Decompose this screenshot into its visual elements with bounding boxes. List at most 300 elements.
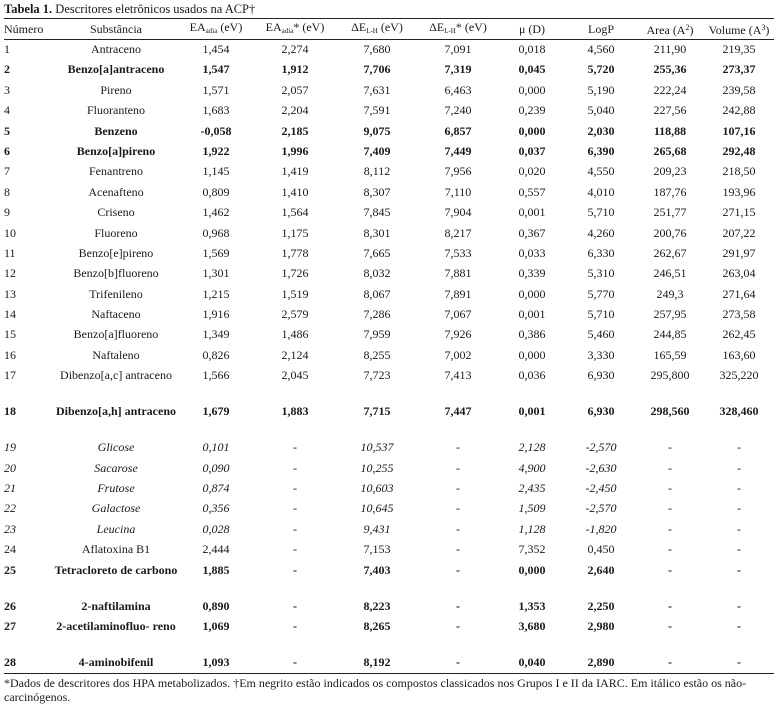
cell-mu: 0,000 (518, 123, 546, 138)
table-title (4, 1, 776, 18)
cell-mu: 2,435 (518, 481, 546, 496)
cell-ea: 1,885 (202, 562, 230, 577)
cell-ea-star: 1,912 (281, 62, 309, 77)
cell-ea: 1,462 (202, 205, 230, 220)
cell-volume: - (737, 618, 741, 633)
cell-ea: 1,547 (202, 62, 230, 77)
table-row (4, 499, 774, 519)
cell-delta-e-star: 7,533 (444, 245, 472, 260)
cell-substancia: Fluoranteno (87, 103, 145, 118)
cell-ea-star: - (293, 501, 297, 516)
cell-logp: 2,980 (587, 618, 615, 633)
table-row (4, 203, 774, 223)
cell-substancia: Tetracloreto de carbono (54, 562, 178, 577)
cell-delta-e-star: - (456, 481, 460, 496)
cell-delta-e-star: - (456, 618, 460, 633)
cell-numero: 28 (4, 653, 54, 674)
table-row (4, 183, 774, 203)
cell-ea-star: 1,778 (281, 245, 309, 260)
header-mu: μ (D) (498, 19, 566, 40)
header-area: Area $(A^2)$ (636, 19, 704, 40)
header-ea-star: $EA_{adia}*$ (eV) (254, 19, 336, 40)
table-title-label: Tabela 1. (4, 2, 53, 16)
cell-logp: 6,930 (587, 404, 615, 419)
cell-logp: 5,720 (587, 62, 615, 77)
cell-volume: - (737, 440, 741, 455)
cell-ea-star: 2,204 (281, 103, 309, 118)
cell-ea: 0,101 (202, 440, 230, 455)
cell-substancia: Benzo[a]antraceno (67, 62, 165, 77)
cell-mu: 0,001 (518, 205, 546, 220)
cell-delta-e: 7,631 (363, 82, 391, 97)
cell-ea-star: 2,185 (281, 123, 309, 138)
cell-logp: 2,890 (566, 653, 636, 674)
cell-delta-e-star: 8,217 (444, 225, 472, 240)
cell-area: 251,77 (653, 205, 687, 220)
cell-delta-e: 7,959 (363, 327, 391, 342)
cell-volume: - (737, 521, 741, 536)
cell-mu: 2,128 (518, 440, 546, 455)
cell-logp: 5,460 (587, 327, 615, 342)
cell-delta-e: 8,255 (363, 347, 391, 362)
cell-delta-e: 7,665 (363, 245, 391, 260)
table-row (4, 264, 774, 284)
cell-logp: 5,190 (587, 82, 615, 97)
cell-numero: 6 (4, 143, 10, 158)
cell-substancia: Benzo[b]fluoreno (73, 266, 159, 281)
cell-ea-star: 1,486 (281, 327, 309, 342)
cell-substancia: Antraceno (91, 42, 141, 56)
cell-ea: 0,874 (202, 481, 230, 496)
cell-numero: 2 (4, 62, 10, 77)
table-row (4, 162, 774, 182)
cell-delta-e-star: - (456, 440, 460, 455)
header-numero: Número (4, 19, 54, 40)
cell-numero: 20 (4, 460, 16, 475)
cell-ea: 1,566 (202, 368, 230, 383)
cell-ea-star: - (293, 521, 297, 536)
cell-numero: 25 (4, 562, 16, 577)
cell-logp: 0,450 (587, 542, 615, 557)
cell-delta-e-star: 6,463 (444, 82, 472, 97)
cell-logp: -2,630 (585, 460, 617, 475)
cell-mu: 0,239 (518, 103, 546, 118)
cell-numero: 18 (4, 404, 16, 419)
cell-volume: 263,04 (722, 266, 756, 281)
cell-volume: 207,22 (722, 225, 756, 240)
cell-numero: 11 (4, 245, 16, 260)
cell-substancia: 2-naftilamina (81, 598, 151, 613)
cell-ea: 0,090 (202, 460, 230, 475)
cell-ea: 1,569 (202, 245, 230, 260)
cell-volume: 292,48 (722, 143, 756, 158)
cell-substancia: Acenafteno (88, 184, 144, 199)
cell-delta-e-star: 7,413 (444, 368, 472, 383)
cell-numero: 24 (4, 542, 16, 557)
descriptors-table (4, 18, 774, 674)
table-row (4, 224, 774, 244)
cell-ea: 1,571 (202, 82, 230, 97)
header-delta-e: $\Delta E_{L-H}$ (eV) (336, 19, 418, 40)
cell-area: 298,560 (650, 404, 690, 419)
cell-substancia: Dibenzo[a,c] antraceno (60, 368, 172, 383)
cell-ea: 2,444 (202, 542, 230, 557)
cell-mu: 7,352 (518, 542, 546, 557)
cell-numero: 8 (4, 184, 10, 199)
cell-ea: 1,922 (202, 143, 230, 158)
cell-numero: 5 (4, 123, 10, 138)
cell-logp: 5,710 (587, 307, 615, 322)
cell-delta-e: 7,845 (363, 205, 391, 220)
cell-ea: 1,145 (202, 164, 230, 179)
cell-volume: 218,50 (722, 164, 756, 179)
table-row (4, 285, 774, 305)
cell-substancia: Fluoreno (94, 225, 138, 240)
cell-delta-e-star: - (418, 653, 498, 674)
cell-numero: 12 (4, 266, 16, 281)
cell-area: 246,51 (653, 266, 687, 281)
cell-area: 118,88 (653, 123, 687, 138)
cell-numero: 23 (4, 521, 16, 536)
cell-delta-e-star: - (456, 460, 460, 475)
cell-delta-e: 10,603 (360, 481, 394, 496)
cell-delta-e-star: 7,449 (444, 143, 472, 158)
table-row (4, 346, 774, 366)
cell-mu: 0,000 (518, 82, 546, 97)
cell-mu: 0,000 (518, 347, 546, 362)
cell-delta-e: 8,112 (363, 164, 391, 179)
cell-area: - (668, 521, 672, 536)
cell-delta-e: 8,265 (363, 618, 391, 633)
cell-logp: 6,330 (587, 245, 615, 260)
header-delta-e-star: $\Delta E_{L-H}*$ (eV) (418, 19, 498, 40)
cell-ea-star: 1,519 (281, 286, 309, 301)
cell-substancia: Benzo[a]pireno (76, 143, 156, 158)
cell-delta-e: 8,307 (363, 184, 391, 199)
cell-numero: 26 (4, 598, 16, 613)
table-row (4, 244, 774, 264)
cell-substancia: Trifenileno (89, 286, 143, 301)
cell-numero: 9 (4, 205, 10, 220)
cell-ea-star: 2,057 (281, 82, 309, 97)
cell-area: - (636, 653, 704, 674)
cell-volume: - (737, 481, 741, 496)
cell-delta-e: 10,645 (360, 501, 394, 516)
cell-area: - (668, 542, 672, 557)
cell-numero: 17 (4, 368, 16, 383)
cell-delta-e: 10,255 (360, 460, 394, 475)
cell-numero: 19 (4, 440, 16, 455)
cell-ea-star: 1,996 (281, 143, 309, 158)
cell-area: 187,76 (653, 184, 687, 199)
cell-area: 262,67 (653, 245, 687, 260)
table-row (4, 597, 774, 617)
cell-ea-star: 2,045 (281, 368, 309, 383)
cell-area: - (668, 481, 672, 496)
cell-volume: 242,88 (722, 103, 756, 118)
cell-volume: 273,58 (722, 307, 756, 322)
cell-ea-star: 2,274 (281, 42, 309, 56)
cell-area: 244,85 (653, 327, 687, 342)
cell-substancia: Fenantreno (89, 164, 143, 179)
table-row (4, 325, 774, 345)
cell-mu: 0,339 (518, 266, 546, 281)
cell-logp: 6,930 (587, 368, 615, 383)
cell-delta-e: 7,403 (363, 562, 391, 577)
cell-logp: 2,250 (587, 598, 615, 613)
cell-area: - (668, 618, 672, 633)
cell-delta-e: 8,032 (363, 266, 391, 281)
cell-volume: - (737, 501, 741, 516)
cell-delta-e: 9,431 (363, 521, 391, 536)
cell-numero: 22 (4, 501, 16, 516)
cell-delta-e-star: - (456, 501, 460, 516)
cell-volume: 291,97 (722, 245, 756, 260)
cell-ea-star: - (293, 598, 297, 613)
cell-volume: 271,15 (722, 205, 756, 220)
cell-ea: 0,826 (202, 347, 230, 362)
cell-logp: 3,330 (587, 347, 615, 362)
cell-delta-e: 7,409 (363, 143, 391, 158)
cell-ea: 0,356 (202, 501, 230, 516)
cell-ea-star: - (293, 440, 297, 455)
cell-ea-star: 1,419 (281, 164, 309, 179)
cell-mu: 0,001 (518, 307, 546, 322)
cell-volume: 262,45 (722, 327, 756, 342)
cell-mu: 0,557 (518, 184, 546, 199)
table-row (4, 540, 774, 560)
cell-numero: 3 (4, 82, 10, 97)
cell-area: - (668, 501, 672, 516)
cell-area: 211,90 (653, 42, 687, 56)
cell-logp: -1,820 (585, 521, 617, 536)
table-row (4, 60, 774, 80)
cell-logp: 2,640 (587, 562, 615, 577)
cell-area: 255,36 (653, 62, 687, 77)
cell-volume: 271,64 (722, 286, 756, 301)
cell-volume: 325,220 (719, 368, 759, 383)
cell-ea: 0,890 (202, 598, 230, 613)
table-row (4, 122, 774, 142)
cell-numero: 21 (4, 481, 16, 496)
cell-numero: 16 (4, 347, 16, 362)
cell-logp: 4,010 (587, 184, 615, 199)
cell-mu: 0,020 (518, 164, 546, 179)
cell-delta-e-star: 7,002 (444, 347, 472, 362)
cell-delta-e-star: - (456, 598, 460, 613)
cell-logp: 2,030 (587, 123, 615, 138)
cell-delta-e-star: 7,956 (444, 164, 472, 179)
cell-substancia: Benzeno (94, 123, 138, 138)
cell-substancia: Leucina (96, 521, 136, 536)
cell-numero: 13 (4, 286, 16, 301)
cell-substancia: Benzo[e]pireno (78, 245, 154, 260)
cell-volume: - (704, 653, 774, 674)
cell-ea: -0,058 (200, 123, 232, 138)
cell-ea-star: - (254, 653, 336, 674)
cell-mu: 0,000 (518, 562, 546, 577)
cell-volume: 107,16 (722, 123, 756, 138)
cell-numero: 14 (4, 307, 16, 322)
table-row (4, 142, 774, 162)
table-row (4, 101, 774, 121)
cell-area: 227,56 (653, 103, 687, 118)
cell-ea: 1,215 (202, 286, 230, 301)
cell-substancia: Glicose (97, 440, 135, 455)
header-volume: Volume $(A^3)$ (704, 19, 774, 40)
table-container (0, 1, 776, 704)
cell-logp: -2,570 (585, 440, 617, 455)
cell-numero: 4 (4, 103, 10, 118)
cell-area: 257,95 (653, 307, 687, 322)
cell-mu: 0,040 (498, 653, 566, 674)
cell-substancia: Frutose (97, 481, 135, 496)
cell-substancia: Benzo[a]fluoreno (73, 327, 159, 342)
table-row (4, 561, 774, 597)
cell-numero: 15 (4, 327, 16, 342)
cell-substancia: Sacarose (94, 460, 138, 475)
cell-area: 165,59 (653, 347, 687, 362)
cell-delta-e: 7,591 (363, 103, 391, 118)
cell-substancia: Galactose (91, 501, 141, 516)
cell-delta-e-star: - (456, 562, 460, 577)
cell-area: 295,800 (650, 368, 690, 383)
cell-ea: 1,916 (202, 307, 230, 322)
cell-numero: 10 (4, 225, 16, 240)
cell-numero: 1 (4, 42, 10, 56)
cell-delta-e: 10,537 (360, 440, 394, 455)
cell-substancia: Dibenzo[a,h] antraceno (56, 404, 176, 419)
header-ea: $EA_{adia}$ (eV) (178, 19, 254, 40)
cell-delta-e-star: 7,240 (444, 103, 472, 118)
cell-substancia: Pireno (100, 82, 132, 97)
cell-ea: 1,683 (202, 103, 230, 118)
cell-volume: - (737, 460, 741, 475)
cell-delta-e: 7,723 (363, 368, 391, 383)
cell-ea-star: - (293, 460, 297, 475)
cell-mu: 0,036 (518, 368, 546, 383)
cell-mu: 3,680 (518, 618, 546, 633)
cell-logp: 5,770 (587, 286, 615, 301)
header-substancia: Substância (54, 19, 178, 40)
cell-mu: 0,001 (518, 404, 546, 419)
cell-ea: 1,349 (202, 327, 230, 342)
cell-delta-e: 7,706 (363, 62, 391, 77)
cell-delta-e-star: 7,319 (444, 62, 472, 77)
cell-logp: 4,260 (587, 225, 615, 240)
cell-delta-e-star: 7,067 (444, 307, 472, 322)
cell-ea-star: - (293, 562, 297, 577)
cell-mu: 4,900 (518, 460, 546, 475)
cell-ea-star: 1,564 (281, 205, 309, 220)
cell-delta-e-star: - (456, 542, 460, 557)
cell-mu: 0,367 (518, 225, 546, 240)
cell-mu: 1,353 (518, 598, 546, 613)
cell-ea-star: 1,410 (281, 184, 309, 199)
cell-delta-e-star: 7,447 (444, 404, 472, 419)
cell-volume: 219,35 (722, 42, 756, 56)
cell-logp: -2,450 (585, 481, 617, 496)
cell-numero: 7 (4, 164, 10, 179)
cell-delta-e-star: 7,881 (444, 266, 472, 281)
cell-delta-e: 8,301 (363, 225, 391, 240)
table-row (4, 459, 774, 479)
cell-ea: 0,968 (202, 225, 230, 240)
cell-volume: - (737, 542, 741, 557)
cell-delta-e-star: 7,091 (444, 42, 472, 56)
cell-volume: 239,58 (722, 82, 756, 97)
cell-delta-e: 7,680 (363, 42, 391, 56)
cell-area: 249,3 (656, 286, 684, 301)
table-row (4, 81, 774, 101)
table-row (4, 366, 774, 402)
cell-ea: 0,809 (202, 184, 230, 199)
table-row (4, 617, 774, 653)
cell-area: - (668, 440, 672, 455)
cell-mu: 0,045 (518, 62, 546, 77)
table-title-text: Descritores eletrônicos usados na ACP† (55, 2, 256, 16)
table-row (4, 305, 774, 325)
cell-ea-star: 1,175 (281, 225, 309, 240)
cell-delta-e-star: 7,891 (444, 286, 472, 301)
cell-ea-star: 2,579 (281, 307, 309, 322)
table-row (4, 438, 774, 458)
cell-mu: 0,037 (518, 143, 546, 158)
cell-ea-star: - (293, 618, 297, 633)
cell-mu: 1,509 (518, 501, 546, 516)
cell-logp: 5,710 (587, 205, 615, 220)
cell-ea-star: 2,124 (281, 347, 309, 362)
cell-substancia: Aflatoxina B1 (81, 542, 151, 557)
cell-ea-star: 1,883 (281, 404, 309, 419)
cell-ea-star: - (293, 542, 297, 557)
cell-delta-e: 7,715 (363, 404, 391, 419)
cell-substancia: Criseno (97, 205, 135, 220)
cell-delta-e: 8,223 (363, 598, 391, 613)
cell-mu: 1,128 (518, 521, 546, 536)
cell-area: 222,24 (653, 82, 687, 97)
cell-ea-star: - (293, 481, 297, 496)
header-row (4, 19, 774, 40)
cell-area: 265,68 (653, 143, 687, 158)
cell-substancia: 4-aminobifenil (54, 653, 178, 674)
cell-area: - (668, 460, 672, 475)
table-body (4, 40, 774, 674)
cell-volume: 273,37 (722, 62, 756, 77)
cell-delta-e: 7,153 (363, 542, 391, 557)
cell-mu: 0,033 (518, 245, 546, 260)
cell-delta-e: 9,075 (363, 123, 391, 138)
cell-area: - (668, 598, 672, 613)
cell-substancia: 2-acetilaminofluo- reno (56, 618, 176, 633)
cell-area: - (668, 562, 672, 577)
cell-delta-e-star: 6,857 (444, 123, 472, 138)
cell-ea-star: 1,726 (281, 266, 309, 281)
cell-substancia: Naftaleno (92, 347, 140, 362)
cell-logp: 4,560 (587, 42, 615, 56)
cell-delta-e: 7,286 (363, 307, 391, 322)
cell-ea: 1,301 (202, 266, 230, 281)
cell-ea: 0,028 (202, 521, 230, 536)
cell-volume: 163,60 (722, 347, 756, 362)
cell-logp: -2,570 (585, 501, 617, 516)
cell-volume: - (737, 598, 741, 613)
table-row (4, 479, 774, 499)
cell-mu: 0,018 (518, 42, 546, 56)
cell-area: 200,76 (653, 225, 687, 240)
cell-delta-e: 8,067 (363, 286, 391, 301)
table-row (4, 402, 774, 438)
